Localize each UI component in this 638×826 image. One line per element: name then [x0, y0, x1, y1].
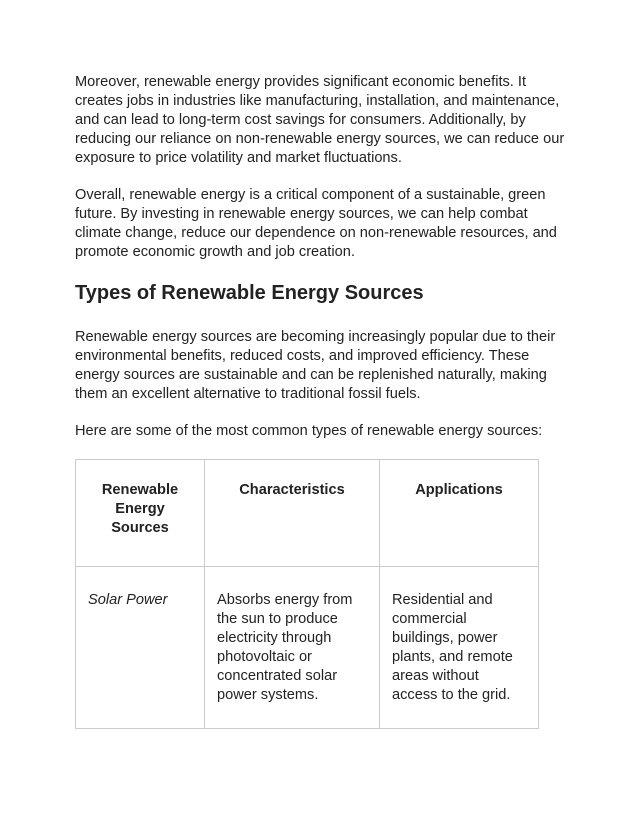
table-header-cell: Renewable Energy Sources	[76, 460, 205, 567]
table-header-cell: Applications	[380, 460, 539, 567]
renewable-sources-table	[75, 459, 539, 729]
paragraph-overall-summary: Overall, renewable energy is a critical component of a sustainable, green future. By investing in renewable energy sources, we can help combat climate change, reduce our dependence on non-renewable resources, and promote economic growth and job creation.	[75, 187, 557, 260]
table-cell-applications: Residential and commercial buildings, power plants, and remote areas without access to the grid.	[380, 567, 539, 729]
section-heading: Types of Renewable Energy Sources	[75, 282, 424, 304]
table-header-cell: Characteristics	[205, 460, 380, 567]
table-header-row	[76, 460, 539, 567]
table-row	[76, 567, 539, 729]
table-cell-source: Solar Power	[76, 567, 205, 729]
table-cell-characteristics: Absorbs energy from the sun to produce electricity through photovoltaic or concentrated solar power systems.	[205, 567, 380, 729]
paragraph-section-intro: Renewable energy sources are becoming increasingly popular due to their environmental benefits, reduced costs, and improved efficiency. These energy sources are sustainable and can be replenished naturally, making them an excellent alternative to traditional fossil fuels.	[75, 329, 556, 402]
paragraph-table-lead: Here are some of the most common types of renewable energy sources:	[75, 423, 543, 439]
paragraph-economic-benefits: Moreover, renewable energy provides significant economic benefits. It creates jobs in industries like manufacturing, installation, and maintenance, and can lead to long-term cost savings for consumers. Additionally, by reducing our reliance on non-renewable energy sources, we can reduce our exposure to price volatility and market fluctuations.	[75, 74, 565, 166]
document-page	[75, 73, 565, 729]
